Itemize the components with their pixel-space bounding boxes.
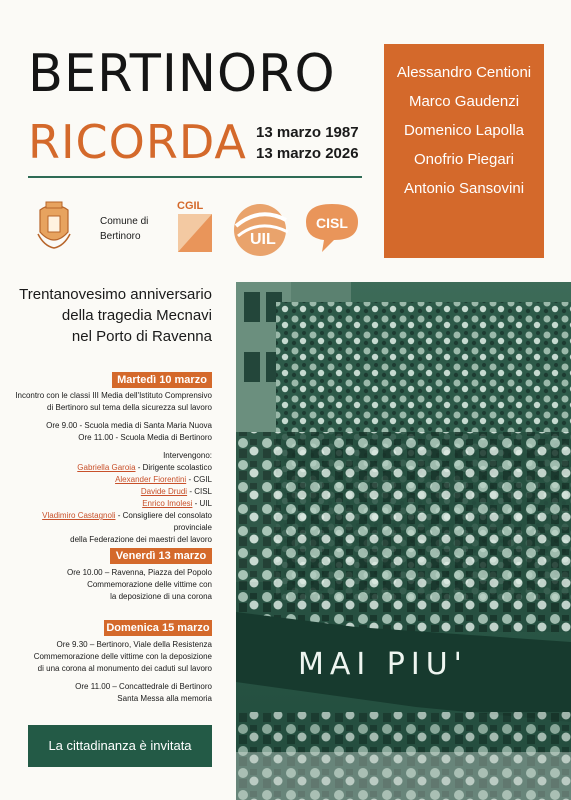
title-divider [28, 176, 362, 178]
speaker-line [8, 474, 212, 486]
comune-line: Comune di [100, 216, 149, 227]
speaker-role: - Dirigente scolastico [135, 463, 212, 472]
day-label-venerdi: Venerdì 13 marzo [110, 548, 212, 564]
program-line: Santa Messa alla memoria [117, 694, 212, 703]
speakers-label: Intervengono: [163, 451, 212, 460]
speaker-role: - UIL [192, 499, 212, 508]
program-line: di Bertinoro sul tema della sicurezza sul lavoro [47, 403, 212, 412]
victim-name: Antonio Sansovini [403, 180, 525, 197]
title-ricorda: RICORDA [28, 115, 247, 169]
program-line: Commemorazione delle vittime con la deposizione [33, 652, 212, 661]
program-line: Commemorazione delle vittime con [87, 580, 212, 589]
date-1987: 13 marzo 1987 [256, 124, 359, 141]
program-line: Ore 9.00 - Scuola media di Santa Maria Nuova [46, 421, 212, 430]
victim-name: Onofrio Piegari [413, 151, 515, 168]
bertinoro-crest-icon [36, 198, 72, 250]
program-line: di una corona al monumento dei caduti sul lavoro [37, 664, 212, 673]
event-dates [256, 122, 359, 164]
victim-name: Domenico Lapolla [403, 122, 525, 139]
date-2026: 13 marzo 2026 [256, 145, 359, 162]
cgil-text: CGIL [177, 200, 204, 212]
program-line: la deposizione di una corona [110, 592, 212, 601]
headline-line: nel Porto di Ravenna [71, 328, 212, 345]
program-domenica [8, 639, 212, 705]
victims-names-box [384, 44, 544, 258]
headline [10, 284, 212, 347]
victim-name: Marco Gaudenzi [408, 93, 520, 110]
invitation-banner: La cittadinanza è invitata [28, 725, 212, 767]
program-line: Ore 11.00 – Concattedrale di Bertinoro [75, 682, 212, 691]
program-venerdi [8, 567, 212, 603]
headline-line: Trentanovesimo anniversario [19, 286, 212, 303]
program-line: Ore 11.00 - Scuola Media di Bertinoro [78, 433, 212, 442]
speaker-name: Enrico Imolesi [142, 499, 193, 508]
protest-crowd-photo [236, 282, 571, 800]
victim-name: Alessandro Centioni [396, 64, 532, 81]
speaker-role: - CISL [187, 487, 212, 496]
cgil-logo-icon [176, 198, 214, 254]
comune-line: Bertinoro [100, 231, 141, 242]
speaker-role: - CGIL [186, 475, 212, 484]
day-label-domenica: Domenica 15 marzo [104, 620, 212, 636]
headline-line: della tragedia Mecnavi [61, 307, 212, 324]
speaker-name: Davide Drudi [140, 487, 188, 496]
program-line: della Federazione dei maestri del lavoro [70, 535, 212, 544]
speaker-name: Vladimiro Castagnoli [42, 511, 116, 520]
speaker-role: - Consigliere del consolato provinciale [115, 511, 212, 532]
title-bertinoro: BERTINORO [28, 44, 336, 104]
speaker-line [8, 462, 212, 474]
speaker-line [8, 510, 212, 534]
cisl-text: CISL [316, 215, 348, 231]
day-label-martedi: Martedì 10 marzo [112, 372, 212, 388]
speaker-name: Alexander Fiorentini [115, 475, 187, 484]
banner-text: MAI PIU' [298, 647, 468, 682]
cisl-logo-icon [302, 200, 362, 254]
speaker-name: Gabriella Garoia [77, 463, 136, 472]
uil-logo-icon [230, 200, 294, 258]
speaker-line [8, 498, 212, 510]
comune-label [100, 214, 148, 244]
program-line: Ore 10.00 – Ravenna, Piazza del Popolo [67, 568, 212, 577]
speaker-line [8, 486, 212, 498]
program-line: Incontro con le classi III Media dell'Istituto Comprensivo [15, 391, 212, 400]
program-line: Ore 9.30 – Bertinoro, Viale della Resistenza [56, 640, 212, 649]
uil-text: UIL [250, 231, 276, 248]
program-martedi [8, 390, 212, 546]
